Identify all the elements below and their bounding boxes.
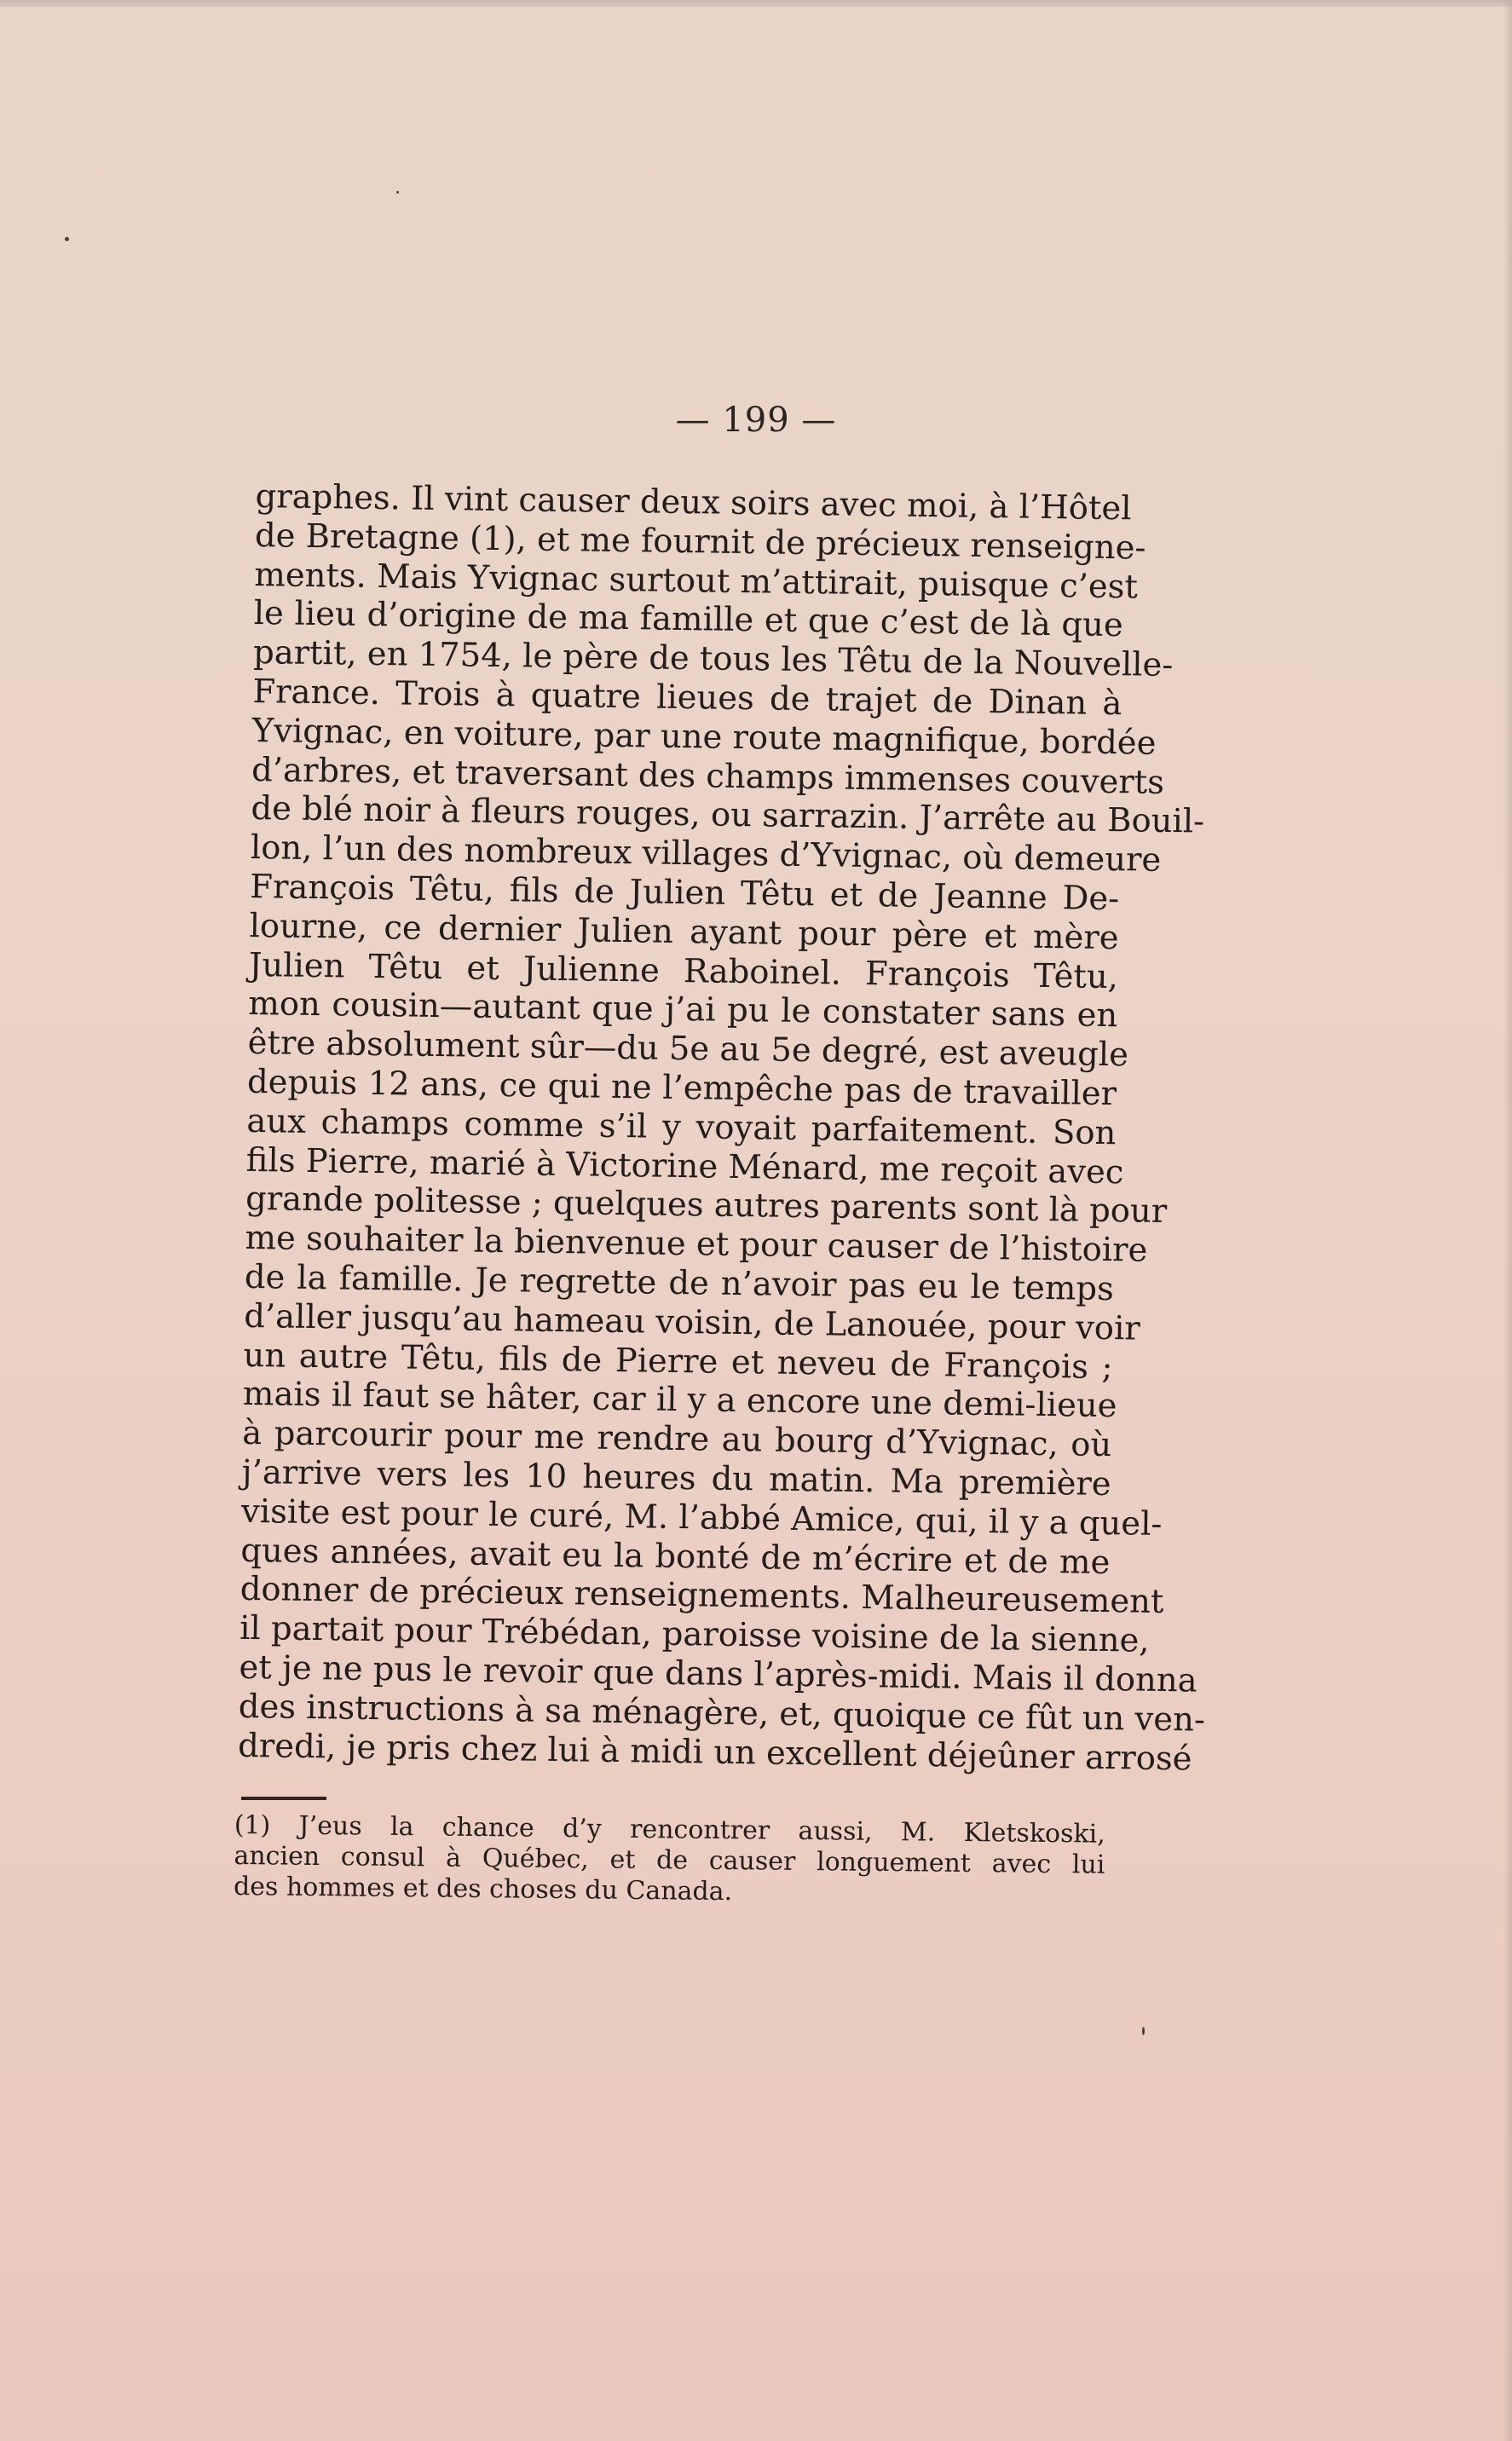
paper-speck — [65, 237, 69, 241]
text-line: des instructions à sa ménagère, et, quoique ce fût un ven- — [238, 1687, 1206, 1740]
paper-speck — [396, 191, 399, 193]
text-line: lon, l’un des nombreux villages d’Yvignac, où demeure — [250, 828, 1162, 880]
text-line: de la famille. Je regrette de n’avoir pas eu le temps — [244, 1257, 1115, 1309]
text-line: d’arbres, et traversant des champs immenses couverts — [251, 750, 1165, 802]
text-line: de blé noir à fleurs rouges, ou sarrazin. J’arrête au Bouil- — [251, 789, 1205, 841]
text-line: un autre Têtu, fils de Pierre et neveu de François ; — [243, 1336, 1113, 1387]
text-line: me souhaiter la bienvenue et pour causer de l’histoire — [245, 1219, 1148, 1270]
text-line: ments. Mais Yvignac surtout m’attirait, puisque c’est — [254, 555, 1139, 607]
text-line: à parcourir pour me rendre au bourg d’Yvignac, où — [242, 1414, 1112, 1465]
text-line: mon cousin—autant que j’ai pu le constater sans en — [248, 984, 1118, 1036]
text-line: graphes. Il vint causer deux soirs avec moi, à l’Hôtel — [255, 477, 1132, 528]
footnote — [234, 1810, 1105, 1912]
text-line: grande politesse ; quelques autres parents sont là pour — [245, 1180, 1168, 1232]
footnote-rule — [241, 1797, 326, 1800]
text-line: depuis 12 ans, ce qui ne l’empêche pas de travailler — [246, 1062, 1117, 1114]
paper-speck — [1142, 2027, 1145, 2035]
text-line: j’arrive vers les 10 heures du matin. Ma première — [241, 1452, 1111, 1504]
page-number: — 199 — — [675, 401, 837, 440]
text-line: lourne, ce dernier Julien ayant pour père et mère — [249, 906, 1119, 957]
text-line: François Têtu, fils de Julien Têtu et de Jeanne De- — [249, 867, 1120, 919]
footnote-line: (1) J’eus la chance d’y rencontrer aussi, M. Kletskoski, — [234, 1810, 1105, 1850]
text-line: Julien Têtu et Julienne Raboinel. François Têtu, — [248, 945, 1119, 996]
text-line: France. Trois à quatre lieues de trajet de Dinan à — [252, 672, 1122, 724]
text-line: ques années, avait eu la bonté de m’écrire et de me — [240, 1531, 1111, 1582]
footnote-line: ancien consul à Québec, et de causer longuement avec lui — [234, 1840, 1105, 1880]
text-line: mais il faut se hâter, car il y a encore une demi-lieue — [242, 1375, 1117, 1426]
text-line: de Bretagne (1), et me fournit de précieux renseigne- — [254, 516, 1146, 568]
text-line: partit, en 1754, le père de tous les Têtu de la Nouvelle- — [252, 633, 1174, 685]
page-top-edge — [0, 0, 1512, 7]
text-line: il partait pour Trébédan, paroisse voisine de la sienne, — [239, 1608, 1150, 1660]
body-text — [237, 477, 1206, 1778]
text-line: d’aller jusqu’au hameau voisin, de Lanouée, pour voir — [243, 1296, 1141, 1348]
text-line: être absolument sûr—du 5e au 5e degré, est aveugle — [247, 1024, 1129, 1075]
page-right-edge — [1503, 0, 1512, 2441]
text-line: donner de précieux renseignements. Malheureusement — [239, 1570, 1164, 1622]
text-line: visite est pour le curé, M. l’abbé Amice, qui, il y a quel- — [240, 1492, 1163, 1544]
text-line: aux champs comme s’il y voyait parfaitement. Son — [246, 1101, 1117, 1152]
text-line: Yvignac, en voiture, par une route magnifique, bordée — [251, 711, 1157, 763]
text-line: fils Pierre, marié à Victorine Ménard, me reçoit avec — [245, 1140, 1124, 1192]
text-line: dredi, je pris chez lui à midi un excellent déjeûner arrosé — [237, 1726, 1192, 1778]
text-line: et je ne pus le revoir que dans l’après-midi. Mais il donna — [239, 1648, 1197, 1700]
text-line: le lieu d’origine de ma famille et que c’est de là que — [253, 594, 1123, 645]
footnote-line: des hommes et des choses du Canada. — [233, 1871, 733, 1907]
